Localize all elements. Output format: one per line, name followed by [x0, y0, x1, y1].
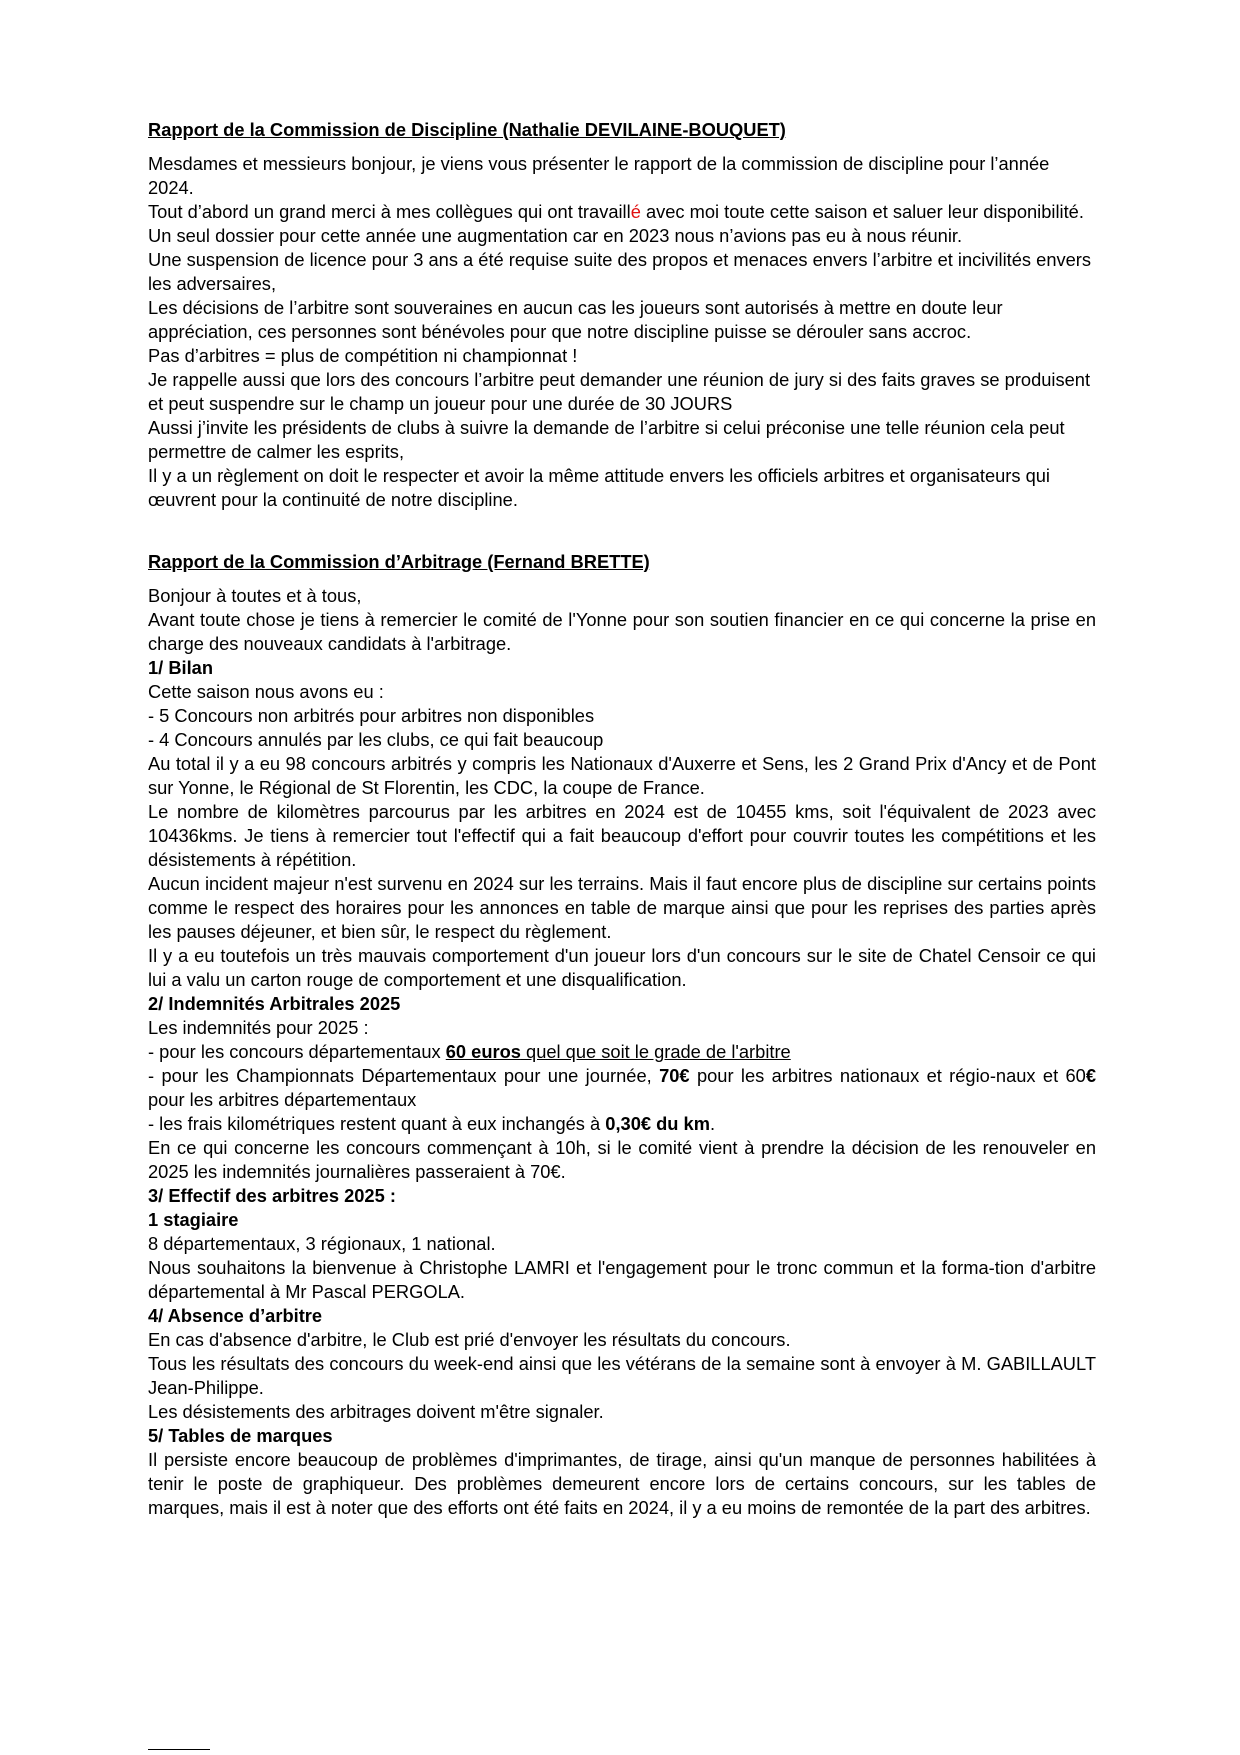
indemnite-text: - les frais kilométriques restent quant à eux inchangés à — [148, 1113, 606, 1134]
bilan-paragraph: - 4 Concours annulés par les clubs, ce qui fait beaucoup — [148, 729, 604, 750]
discipline-paragraph: Je rappelle aussi que lors des concours l’arbitre peut demander une réunion de jury si des faits graves se produisent et peut suspendre sur le champ un joueur pour une durée de 30 JOURS — [148, 369, 1091, 414]
discipline-paragraph: Les décisions de l’arbitre sont souveraines en aucun cas les joueurs sont autorisés à mettre en doute leur appréciation, ces personnes sont bénévoles pour que notre discipline puisse se dérouler sans accroc. — [148, 297, 1003, 342]
indemnite-text: quel que soit le grade de l'arbitre — [520, 1041, 791, 1062]
arbitrage-heading: Rapport de la Commission d’Arbitrage (Fernand BRETTE) — [148, 551, 650, 572]
indemnite-amount: 60 euros — [445, 1041, 521, 1062]
indemnite-text: - pour les concours départementaux — [148, 1041, 446, 1062]
bilan-title: 1/ Bilan — [148, 657, 214, 678]
absence-paragraph: Tous les résultats des concours du week-end ainsi que les vétérans de la semaine sont à envoyer à M. GABILLAULT Jean-Philippe. — [148, 1353, 1096, 1398]
arbitrage-paragraph: Bonjour à toutes et à tous, — [148, 585, 362, 606]
bilan-paragraph: Aucun incident majeur n'est survenu en 2024 sur les terrains. Mais il faut encore plus de discipline sur certains points comme le respect des horaires pour les annonces en table de marque ainsi que pour les reprises des parties après les pauses déjeuner, et bien sûr, le respect du règlement. — [148, 873, 1096, 942]
tables-paragraph: Il persiste encore beaucoup de problèmes d'imprimantes, de tirage, ainsi qu'un manque de personnes habilitées à tenir le poste de graphiqueur. Des problèmes demeurent encore lors de certains concours, sur les tables de marques, mais il est à noter que des efforts ont été faits en 2024, il y a eu moins de remontée de la part des arbitres. — [148, 1449, 1096, 1518]
indemnite-amount: 70€ — [659, 1065, 690, 1086]
tables-title: 5/ Tables de marques — [148, 1425, 333, 1446]
indemnite-amount: 0,30€ du km — [605, 1113, 710, 1134]
effectif-paragraph: 8 départementaux, 3 régionaux, 1 national. — [148, 1233, 496, 1254]
thanks-text-end: avec moi toute cette saison et saluer leur disponibilité. — [640, 201, 1084, 222]
indemnite-item — [148, 1112, 1096, 1136]
discipline-paragraph: Aussi j’invite les présidents de clubs à suivre la demande de l’arbitre si celui préconise une telle réunion cela peut permettre de calmer les esprits, — [148, 417, 1065, 462]
absence-title: 4/ Absence d’arbitre — [148, 1305, 323, 1326]
document-content — [148, 118, 1096, 1520]
indemnite-text: pour les arbitres nationaux et régio-naux et 60 — [689, 1065, 1086, 1086]
euro-sign: € — [1085, 1065, 1097, 1086]
discipline-paragraph: Mesdames et messieurs bonjour, je viens vous présenter le rapport de la commission de discipline pour l’année 2024. — [148, 153, 1050, 198]
absence-paragraph: En cas d'absence d'arbitre, le Club est prié d'envoyer les résultats du concours. — [148, 1329, 791, 1350]
indemnite-text: - pour les Championnats Départementaux pour une journée, — [148, 1065, 660, 1086]
bilan-paragraph: - 5 Concours non arbitrés pour arbitres non disponibles — [148, 705, 595, 726]
footnote-divider — [148, 1749, 210, 1750]
indemnites-title: 2/ Indemnités Arbitrales 2025 — [148, 993, 401, 1014]
bilan-paragraph: Cette saison nous avons eu : — [148, 681, 384, 702]
absence-paragraph: Les désistements des arbitrages doivent m'être signaler. — [148, 1401, 604, 1422]
bilan-paragraph: Le nombre de kilomètres parcourus par les arbitres en 2024 est de 10455 kms, soit l'équivalent de 2023 avec 10436kms. Je tiens à remercier tout l'effectif qui a fait beaucoup d'effort pour couvrir toutes les compétitions et les désistements à répétition. — [148, 801, 1096, 870]
stagiaire-line: 1 stagiaire — [148, 1209, 239, 1230]
indemnite-item — [148, 1040, 1096, 1064]
bilan-paragraph: Il y a eu toutefois un très mauvais comportement d'un joueur lors d'un concours sur le site de Chatel Censoir ce qui lui a valu un carton rouge de comportement et une disqualification. — [148, 945, 1096, 990]
effectif-title: 3/ Effectif des arbitres 2025 : — [148, 1185, 396, 1206]
thanks-text: Tout d’abord un grand merci à mes collègues qui ont travaill — [148, 201, 631, 222]
indemnite-text: . — [709, 1113, 716, 1134]
red-correction: é — [630, 201, 641, 222]
bilan-paragraph: Au total il y a eu 98 concours arbitrés y compris les Nationaux d'Auxerre et Sens, les 2 Grand Prix d'Ancy et de Pont sur Yonne, le Régional de St Florentin, les CDC, la coupe de France. — [148, 753, 1096, 798]
indemnites-paragraph: En ce qui concerne les concours commençant à 10h, si le comité vient à prendre la décision de les renouveler en 2025 les indemnités journalières passeraient à 70€. — [148, 1137, 1096, 1182]
arbitrage-paragraph: Avant toute chose je tiens à remercier le comité de l'Yonne pour son soutien financier en ce qui concerne la prise en charge des nouveaux candidats à l'arbitrage. — [148, 609, 1096, 654]
discipline-paragraph: Il y a un règlement on doit le respecter et avoir la même attitude envers les officiels arbitres et organisateurs qui œuvrent pour la continuité de notre discipline. — [148, 465, 1050, 510]
discipline-paragraph: Une suspension de licence pour 3 ans a été requise suite des propos et menaces envers l’arbitre et incivilités envers les adversaires, — [148, 249, 1092, 294]
discipline-heading: Rapport de la Commission de Discipline (Nathalie DEVILAINE-BOUQUET) — [148, 119, 786, 140]
effectif-paragraph: Nous souhaitons la bienvenue à Christophe LAMRI et l'engagement pour le tronc commun et la forma-tion d'arbitre départemental à Mr Pascal PERGOLA. — [148, 1257, 1096, 1302]
discipline-paragraph: Pas d’arbitres = plus de compétition ni championnat ! — [148, 345, 578, 366]
indemnite-text: pour les arbitres départementaux — [148, 1089, 417, 1110]
discipline-thanks-paragraph — [148, 200, 1096, 224]
indemnites-intro: Les indemnités pour 2025 : — [148, 1017, 369, 1038]
discipline-paragraph: Un seul dossier pour cette année une augmentation car en 2023 nous n’avions pas eu à nous réunir. — [148, 225, 963, 246]
indemnite-item — [148, 1064, 1096, 1112]
